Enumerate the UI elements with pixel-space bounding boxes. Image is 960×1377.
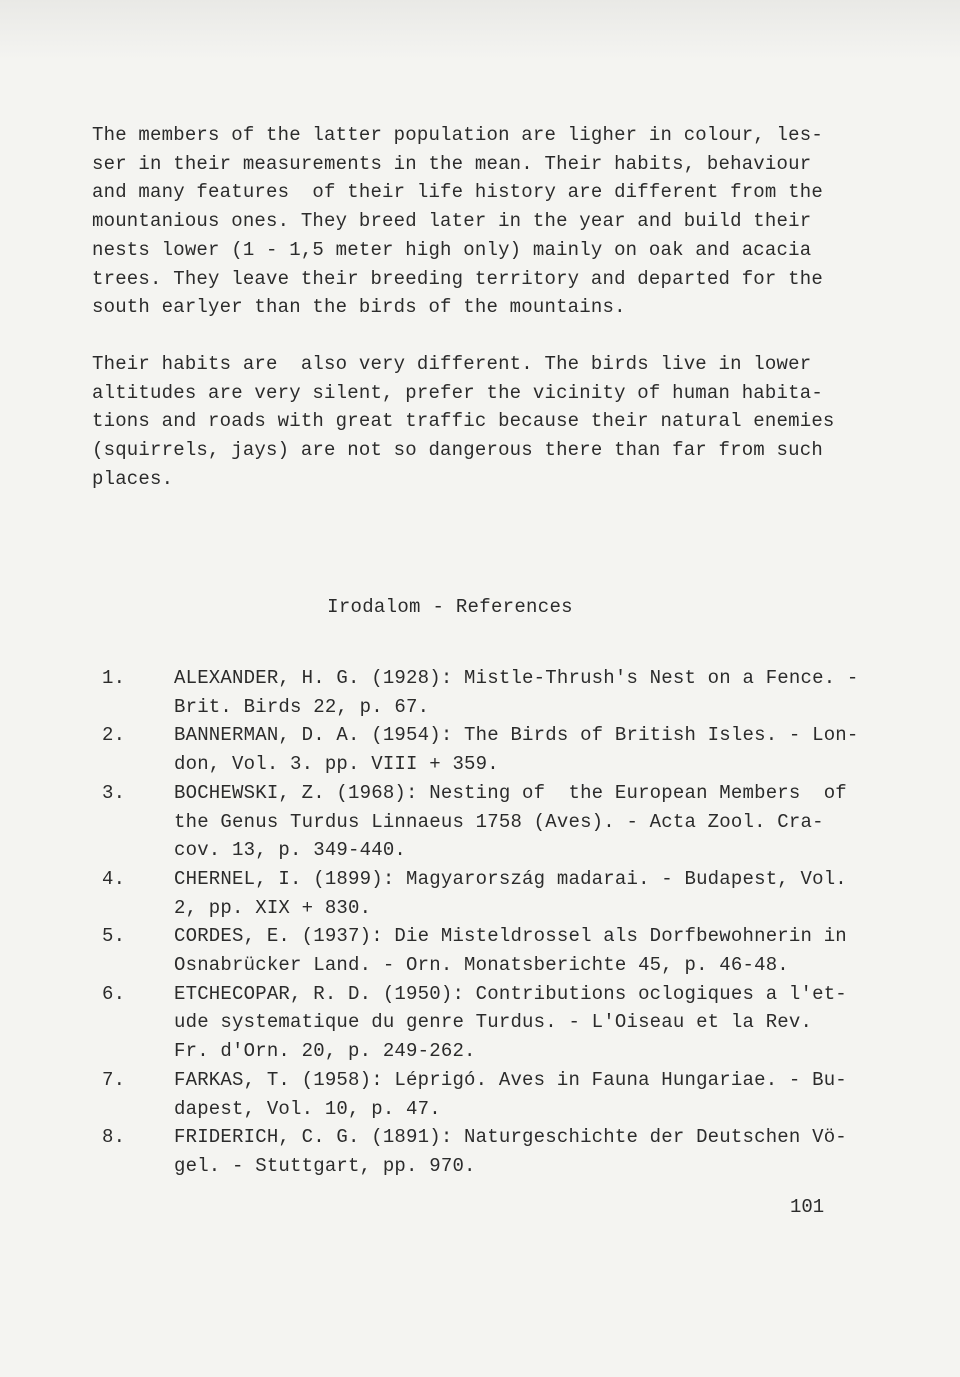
reference-text [92, 721, 859, 778]
reference-line: CORDES, E. (1937): Die Misteldrossel als Dorfbewohnerin in [174, 925, 847, 948]
reference-text [92, 980, 852, 1066]
reference-line: CHERNEL, I. (1899): Magyarország madarai. - Budapest, Vol. [174, 867, 847, 890]
paragraph-habits [92, 350, 835, 494]
reference-line: 2, pp. XIX + 830. [174, 896, 372, 919]
references-list [92, 664, 859, 1181]
text-line: Their habits are also very different. The birds live in lower [92, 353, 812, 375]
reference-line: Osnabrücker Land. - Orn. Monatsberichte 45, p. 46-48. [174, 954, 789, 977]
reference-item [92, 779, 852, 865]
reference-line: Fr. d'Orn. 20, p. 249-262. [174, 1040, 476, 1063]
reference-line: ALEXANDER, H. G. (1928): Mistle-Thrush's Nest on a Fence. - [174, 667, 859, 689]
reference-line: dapest, Vol. 10, p. 47. [174, 1097, 441, 1120]
reference-line: gel. - Stuttgart, pp. 970. [174, 1154, 476, 1177]
reference-item [92, 865, 852, 922]
reference-number: 7. [102, 1068, 126, 1091]
reference-line: BANNERMAN, D. A. (1954): The Birds of British Isles. - Lon- [174, 724, 859, 747]
reference-text [92, 1066, 852, 1123]
reference-line: Brit. Birds 22, p. 67. [174, 695, 430, 718]
scan-shadow [0, 0, 960, 60]
reference-line: FARKAS, T. (1958): Léprigó. Aves in Fauna Hungariae. - Bu- [174, 1068, 847, 1091]
text-line: ser in their measurements in the mean. Their habits, behaviour [92, 152, 812, 175]
text-line: (squirrels, jays) are not so dangerous there than far from such [92, 439, 823, 462]
text-line: south earlyer than the birds of the mountains. [92, 296, 626, 319]
text-line: and many features of their life history are different from the [92, 181, 823, 204]
text-line: altitudes are very silent, prefer the vicinity of human habita- [92, 381, 823, 404]
reference-line: don, Vol. 3. pp. VIII + 359. [174, 753, 499, 776]
reference-number: 1. [102, 667, 126, 689]
reference-item [92, 1066, 852, 1123]
reference-number: 3. [102, 781, 126, 804]
reference-line: BOCHEWSKI, Z. (1968): Nesting of the European Members of [174, 781, 847, 804]
reference-text [92, 865, 852, 922]
reference-text [92, 779, 852, 865]
reference-line: the Genus Turdus Linnaeus 1758 (Aves). - Acta Zool. Cra- [174, 810, 824, 833]
reference-number: 4. [102, 867, 126, 890]
reference-line: FRIDERICH, C. G. (1891): Naturgeschichte der Deutschen Vö- [174, 1126, 847, 1149]
text-line: mountanious ones. They breed later in the year and build their [92, 210, 812, 233]
text-line: The members of the latter population are ligher in colour, les- [92, 124, 823, 146]
reference-number: 8. [102, 1126, 126, 1149]
reference-text [92, 922, 852, 979]
reference-line: ude systematique du genre Turdus. - L'Oiseau et la Rev. [174, 1011, 813, 1034]
reference-line: cov. 13, p. 349-440. [174, 839, 407, 862]
reference-number: 6. [102, 982, 126, 1005]
text-line: tions and roads with great traffic because their natural enemies [92, 410, 835, 433]
reference-item [92, 980, 852, 1066]
reference-item [92, 721, 859, 778]
paragraph-population [92, 121, 832, 322]
text-line: nests lower (1 - 1,5 meter high only) mainly on oak and acacia [92, 238, 812, 261]
reference-number: 2. [102, 724, 126, 747]
page-number: 101 [790, 1196, 825, 1218]
text-line: places. [92, 467, 174, 490]
reference-item [92, 922, 852, 979]
text-line: trees. They leave their breeding territory and departed for the [92, 267, 823, 290]
reference-line: ETCHECOPAR, R. D. (1950): Contributions oclogiques a l'et- [174, 982, 847, 1005]
reference-item [92, 1123, 852, 1180]
reference-text [92, 1123, 852, 1180]
reference-number: 5. [102, 925, 126, 948]
reference-item [92, 664, 859, 721]
reference-text [92, 664, 859, 721]
references-heading: Irodalom - References [327, 596, 573, 618]
